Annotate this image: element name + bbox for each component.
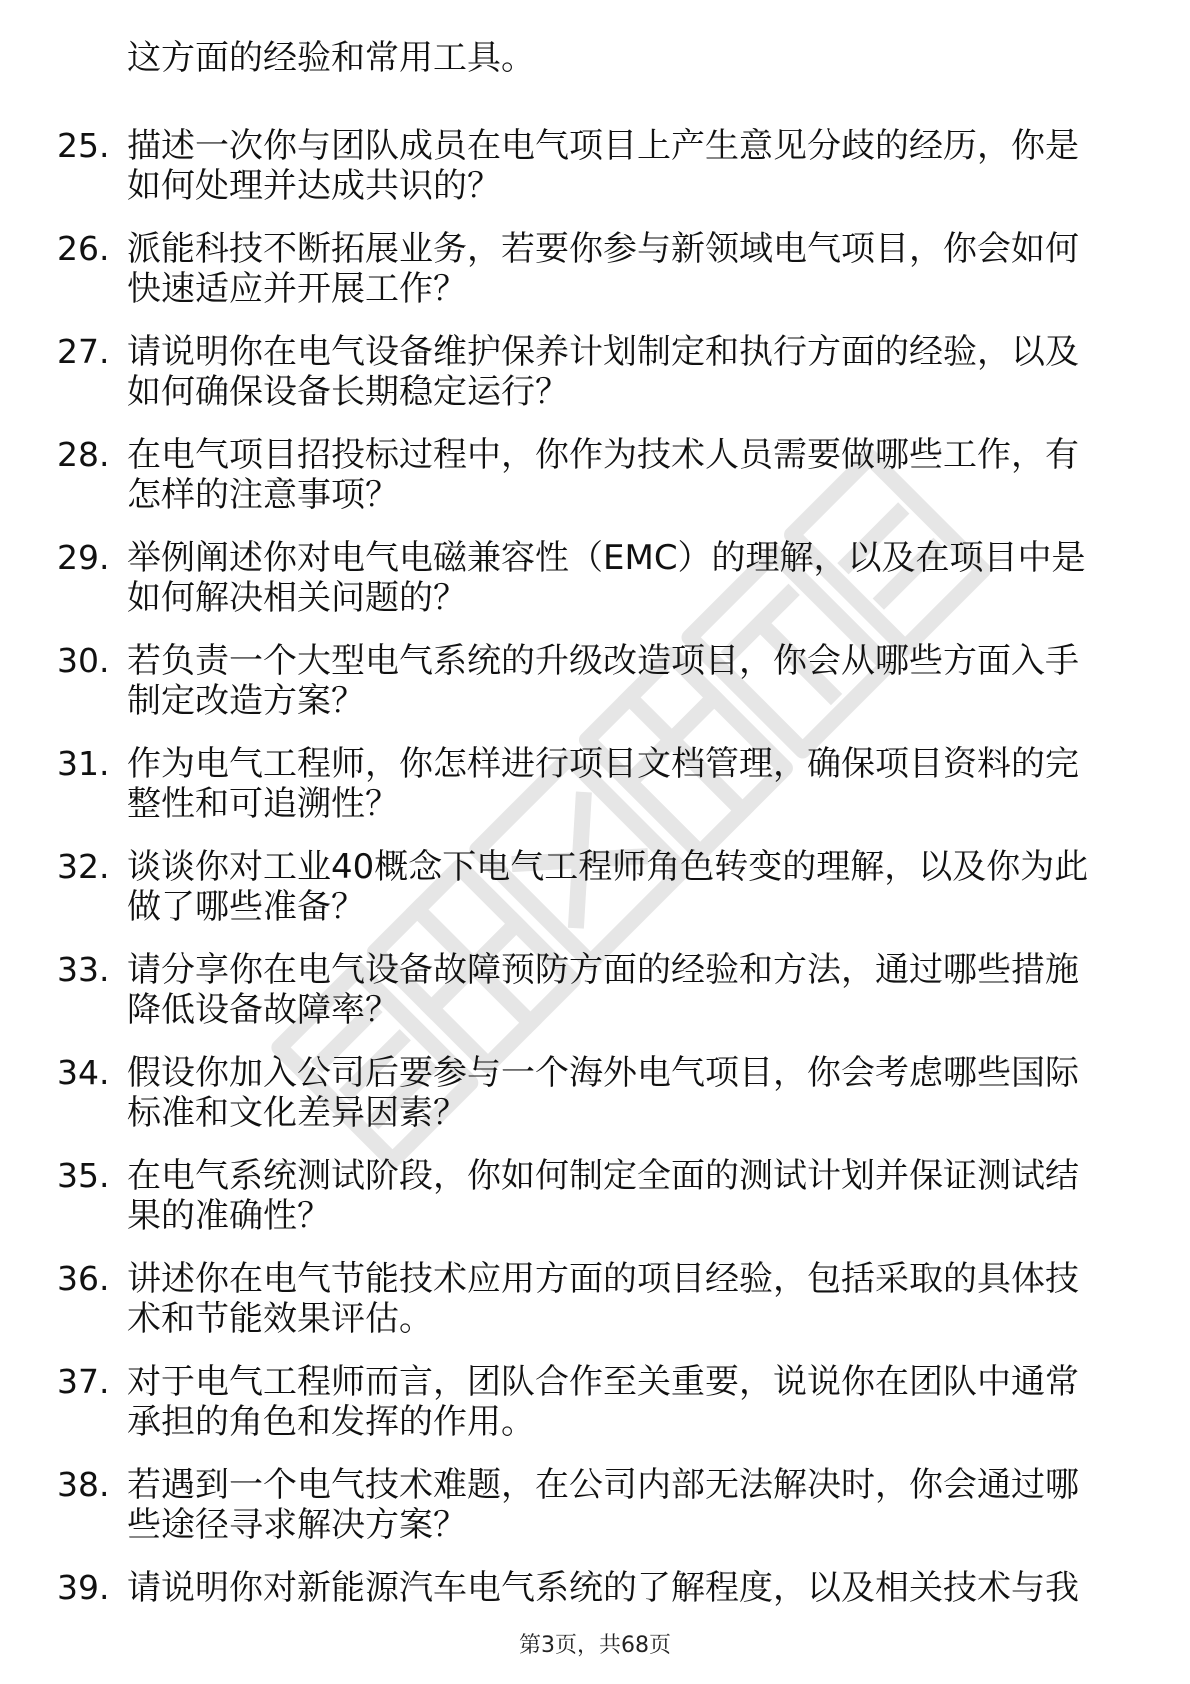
- question-number: 27.: [57, 332, 110, 371]
- question-text-line-1: 作为电气工程师，你怎样进行项目文档管理，确保项目资料的完: [127, 744, 1079, 784]
- question-item: [0, 1465, 1190, 1545]
- page-number-footer: 第3页，共68页: [519, 1633, 671, 1658]
- question-number: 28.: [57, 435, 110, 474]
- question-number: 34.: [57, 1053, 110, 1092]
- question-item: [0, 332, 1190, 412]
- question-text-line-2: 做了哪些准备？: [127, 887, 365, 927]
- question-text-line-1: 谈谈你对工业40概念下电气工程师角色转变的理解，以及你为此: [127, 847, 1089, 887]
- question-text-line-1: 举例阐述你对电气电磁兼容性（EMC）的理解，以及在项目中是: [127, 538, 1086, 578]
- question-number: 35.: [57, 1156, 110, 1195]
- question-number: 37.: [57, 1362, 110, 1401]
- question-item: [0, 1259, 1190, 1339]
- question-text-line-1: 对于电气工程师而言，团队合作至关重要，说说你在团队中通常: [127, 1362, 1079, 1402]
- question-number: 30.: [57, 641, 110, 680]
- question-text-line-1: 请说明你对新能源汽车电气系统的了解程度，以及相关技术与我: [127, 1568, 1079, 1608]
- question-item: [0, 744, 1190, 824]
- question-text-line-2: 如何解决相关问题的？: [127, 578, 467, 618]
- question-text-line-2: 承担的角色和发挥的作用。: [127, 1402, 535, 1442]
- question-number: 36.: [57, 1259, 110, 1298]
- question-text-line-1: 假设你加入公司后要参与一个海外电气项目，你会考虑哪些国际: [127, 1053, 1079, 1093]
- question-item: [0, 1053, 1190, 1133]
- question-list: [0, 126, 1190, 1648]
- question-item: [0, 126, 1190, 206]
- question-text-line-1: 请说明你在电气设备维护保养计划制定和执行方面的经验，以及: [127, 332, 1079, 372]
- question-text-line-2: 如何处理并达成共识的？: [127, 166, 501, 206]
- question-text-line-2: 怎样的注意事项？: [127, 475, 399, 515]
- question-text-line-2: 制定改造方案？: [127, 681, 365, 721]
- question-text-line-2: 标准和文化差异因素？: [127, 1093, 467, 1133]
- question-text-line-1: 派能科技不断拓展业务，若要你参与新领域电气项目，你会如何: [127, 229, 1079, 269]
- question-text-line-1: 请分享你在电气设备故障预防方面的经验和方法，通过哪些措施: [127, 950, 1079, 990]
- question-text-line-2: 如何确保设备长期稳定运行？: [127, 372, 569, 412]
- question-text-line-2: 术和节能效果评估。: [127, 1299, 433, 1339]
- question-number: 26.: [57, 229, 110, 268]
- question-text-line-1: 在电气项目招投标过程中，你作为技术人员需要做哪些工作，有: [127, 435, 1079, 475]
- question-number: 31.: [57, 744, 110, 783]
- question-text-line-1: 讲述你在电气节能技术应用方面的项目经验，包括采取的具体技: [127, 1259, 1079, 1299]
- question-number: 38.: [57, 1465, 110, 1504]
- question-number: 32.: [57, 847, 110, 886]
- question-text-line-2: 果的准确性？: [127, 1196, 331, 1236]
- question-item: [0, 1362, 1190, 1442]
- continuation-text: 这方面的经验和常用工具。: [127, 38, 535, 78]
- question-number: 29.: [57, 538, 110, 577]
- question-item: [0, 847, 1190, 927]
- question-text-line-2: 些途径寻求解决方案？: [127, 1505, 467, 1545]
- question-item: [0, 435, 1190, 515]
- question-item: [0, 950, 1190, 1030]
- question-number: 39.: [57, 1568, 110, 1607]
- question-text-line-2: 整性和可追溯性？: [127, 784, 399, 824]
- question-text-line-1: 若遇到一个电气技术难题，在公司内部无法解决时，你会通过哪: [127, 1465, 1079, 1505]
- question-item: [0, 229, 1190, 309]
- question-text-line-1: 描述一次你与团队成员在电气项目上产生意见分歧的经历，你是: [127, 126, 1079, 166]
- question-text-line-2: 降低设备故障率？: [127, 990, 399, 1030]
- question-text-line-2: 快速适应并开展工作？: [127, 269, 467, 309]
- question-number: 25.: [57, 126, 110, 165]
- question-item: [0, 641, 1190, 721]
- question-text-line-1: 若负责一个大型电气系统的升级改造项目，你会从哪些方面入手: [127, 641, 1079, 681]
- question-text-line-1: 在电气系统测试阶段，你如何制定全面的测试计划并保证测试结: [127, 1156, 1079, 1196]
- question-item: [0, 538, 1190, 618]
- question-item: [0, 1156, 1190, 1236]
- question-number: 33.: [57, 950, 110, 989]
